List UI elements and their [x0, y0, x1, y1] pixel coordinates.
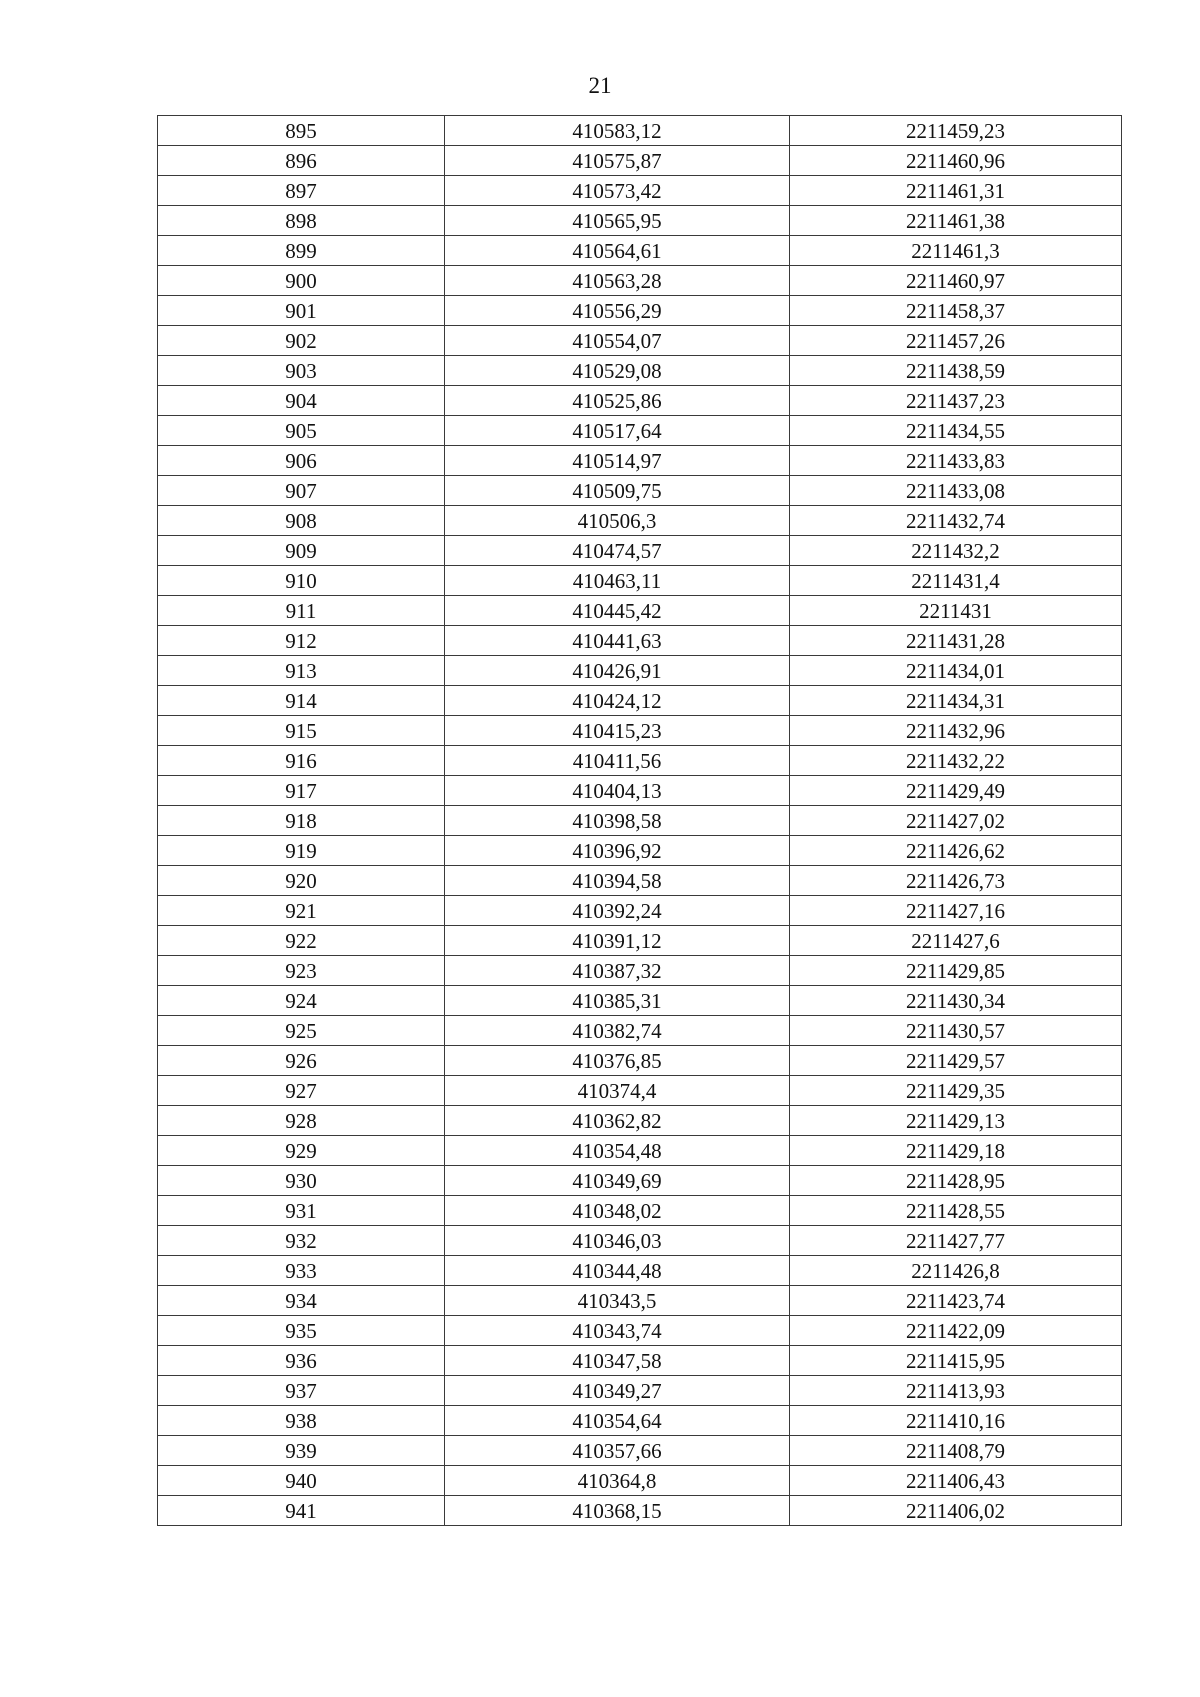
- point-number-cell: 937: [158, 1376, 445, 1406]
- table-row: [158, 1166, 1122, 1196]
- x-coordinate-cell: 410354,48: [445, 1136, 790, 1166]
- y-coordinate-cell: 2211428,95: [790, 1166, 1122, 1196]
- y-coordinate-cell: 2211423,74: [790, 1286, 1122, 1316]
- point-number-cell: 896: [158, 146, 445, 176]
- y-coordinate-cell: 2211430,57: [790, 1016, 1122, 1046]
- y-coordinate-cell: 2211460,96: [790, 146, 1122, 176]
- table-row: [158, 896, 1122, 926]
- y-coordinate-cell: 2211432,96: [790, 716, 1122, 746]
- x-coordinate-cell: 410424,12: [445, 686, 790, 716]
- y-coordinate-cell: 2211415,95: [790, 1346, 1122, 1376]
- y-coordinate-cell: 2211410,16: [790, 1406, 1122, 1436]
- x-coordinate-cell: 410374,4: [445, 1076, 790, 1106]
- table-row: [158, 986, 1122, 1016]
- x-coordinate-cell: 410514,97: [445, 446, 790, 476]
- table-row: [158, 146, 1122, 176]
- y-coordinate-cell: 2211406,02: [790, 1496, 1122, 1526]
- y-coordinate-cell: 2211429,18: [790, 1136, 1122, 1166]
- table-row: [158, 1256, 1122, 1286]
- table-row: [158, 416, 1122, 446]
- y-coordinate-cell: 2211427,16: [790, 896, 1122, 926]
- x-coordinate-cell: 410387,32: [445, 956, 790, 986]
- table-row: [158, 326, 1122, 356]
- point-number-cell: 917: [158, 776, 445, 806]
- y-coordinate-cell: 2211413,93: [790, 1376, 1122, 1406]
- table-row: [158, 266, 1122, 296]
- table-row: [158, 566, 1122, 596]
- point-number-cell: 905: [158, 416, 445, 446]
- x-coordinate-cell: 410426,91: [445, 656, 790, 686]
- point-number-cell: 926: [158, 1046, 445, 1076]
- table-row: [158, 1046, 1122, 1076]
- x-coordinate-cell: 410344,48: [445, 1256, 790, 1286]
- table-row: [158, 446, 1122, 476]
- y-coordinate-cell: 2211460,97: [790, 266, 1122, 296]
- point-number-cell: 922: [158, 926, 445, 956]
- point-number-cell: 904: [158, 386, 445, 416]
- point-number-cell: 910: [158, 566, 445, 596]
- point-number-cell: 918: [158, 806, 445, 836]
- point-number-cell: 908: [158, 506, 445, 536]
- point-number-cell: 924: [158, 986, 445, 1016]
- x-coordinate-cell: 410575,87: [445, 146, 790, 176]
- y-coordinate-cell: 2211422,09: [790, 1316, 1122, 1346]
- point-number-cell: 923: [158, 956, 445, 986]
- x-coordinate-cell: 410354,64: [445, 1406, 790, 1436]
- x-coordinate-cell: 410349,27: [445, 1376, 790, 1406]
- point-number-cell: 928: [158, 1106, 445, 1136]
- table-row: [158, 1136, 1122, 1166]
- point-number-cell: 939: [158, 1436, 445, 1466]
- table-row: [158, 1286, 1122, 1316]
- table-row: [158, 1406, 1122, 1436]
- point-number-cell: 931: [158, 1196, 445, 1226]
- point-number-cell: 933: [158, 1256, 445, 1286]
- table-row: [158, 386, 1122, 416]
- x-coordinate-cell: 410565,95: [445, 206, 790, 236]
- y-coordinate-cell: 2211431,28: [790, 626, 1122, 656]
- y-coordinate-cell: 2211429,57: [790, 1046, 1122, 1076]
- x-coordinate-cell: 410398,58: [445, 806, 790, 836]
- y-coordinate-cell: 2211426,62: [790, 836, 1122, 866]
- coordinates-table: [157, 115, 1122, 1526]
- y-coordinate-cell: 2211459,23: [790, 116, 1122, 146]
- x-coordinate-cell: 410349,69: [445, 1166, 790, 1196]
- x-coordinate-cell: 410583,12: [445, 116, 790, 146]
- y-coordinate-cell: 2211430,34: [790, 986, 1122, 1016]
- x-coordinate-cell: 410411,56: [445, 746, 790, 776]
- table-row: [158, 776, 1122, 806]
- point-number-cell: 914: [158, 686, 445, 716]
- table-row: [158, 806, 1122, 836]
- x-coordinate-cell: 410385,31: [445, 986, 790, 1016]
- y-coordinate-cell: 2211458,37: [790, 296, 1122, 326]
- table-row: [158, 1226, 1122, 1256]
- table-row: [158, 476, 1122, 506]
- point-number-cell: 941: [158, 1496, 445, 1526]
- x-coordinate-cell: 410554,07: [445, 326, 790, 356]
- point-number-cell: 895: [158, 116, 445, 146]
- y-coordinate-cell: 2211432,2: [790, 536, 1122, 566]
- y-coordinate-cell: 2211433,08: [790, 476, 1122, 506]
- y-coordinate-cell: 2211429,49: [790, 776, 1122, 806]
- table-row: [158, 116, 1122, 146]
- y-coordinate-cell: 2211434,31: [790, 686, 1122, 716]
- table-row: [158, 716, 1122, 746]
- point-number-cell: 911: [158, 596, 445, 626]
- point-number-cell: 935: [158, 1316, 445, 1346]
- table-row: [158, 1496, 1122, 1526]
- point-number-cell: 907: [158, 476, 445, 506]
- point-number-cell: 919: [158, 836, 445, 866]
- y-coordinate-cell: 2211426,73: [790, 866, 1122, 896]
- point-number-cell: 921: [158, 896, 445, 926]
- y-coordinate-cell: 2211461,38: [790, 206, 1122, 236]
- x-coordinate-cell: 410441,63: [445, 626, 790, 656]
- y-coordinate-cell: 2211428,55: [790, 1196, 1122, 1226]
- y-coordinate-cell: 2211426,8: [790, 1256, 1122, 1286]
- point-number-cell: 903: [158, 356, 445, 386]
- y-coordinate-cell: 2211433,83: [790, 446, 1122, 476]
- x-coordinate-cell: 410346,03: [445, 1226, 790, 1256]
- table-row: [158, 356, 1122, 386]
- x-coordinate-cell: 410445,42: [445, 596, 790, 626]
- table-row: [158, 1316, 1122, 1346]
- x-coordinate-cell: 410382,74: [445, 1016, 790, 1046]
- y-coordinate-cell: 2211461,31: [790, 176, 1122, 206]
- y-coordinate-cell: 2211427,02: [790, 806, 1122, 836]
- x-coordinate-cell: 410368,15: [445, 1496, 790, 1526]
- point-number-cell: 906: [158, 446, 445, 476]
- table-row: [158, 686, 1122, 716]
- x-coordinate-cell: 410415,23: [445, 716, 790, 746]
- table-row: [158, 1016, 1122, 1046]
- coordinates-table-body: [158, 116, 1122, 1526]
- point-number-cell: 900: [158, 266, 445, 296]
- y-coordinate-cell: 2211461,3: [790, 236, 1122, 266]
- table-row: [158, 296, 1122, 326]
- x-coordinate-cell: 410343,74: [445, 1316, 790, 1346]
- y-coordinate-cell: 2211434,01: [790, 656, 1122, 686]
- x-coordinate-cell: 410348,02: [445, 1196, 790, 1226]
- point-number-cell: 902: [158, 326, 445, 356]
- y-coordinate-cell: 2211427,6: [790, 926, 1122, 956]
- point-number-cell: 916: [158, 746, 445, 776]
- y-coordinate-cell: 2211406,43: [790, 1466, 1122, 1496]
- point-number-cell: 899: [158, 236, 445, 266]
- point-number-cell: 929: [158, 1136, 445, 1166]
- table-row: [158, 1076, 1122, 1106]
- table-row: [158, 536, 1122, 566]
- y-coordinate-cell: 2211431,4: [790, 566, 1122, 596]
- y-coordinate-cell: 2211429,35: [790, 1076, 1122, 1106]
- point-number-cell: 938: [158, 1406, 445, 1436]
- x-coordinate-cell: 410529,08: [445, 356, 790, 386]
- y-coordinate-cell: 2211457,26: [790, 326, 1122, 356]
- x-coordinate-cell: 410517,64: [445, 416, 790, 446]
- y-coordinate-cell: 2211408,79: [790, 1436, 1122, 1466]
- point-number-cell: 920: [158, 866, 445, 896]
- point-number-cell: 932: [158, 1226, 445, 1256]
- table-row: [158, 1466, 1122, 1496]
- point-number-cell: 897: [158, 176, 445, 206]
- x-coordinate-cell: 410525,86: [445, 386, 790, 416]
- table-row: [158, 506, 1122, 536]
- x-coordinate-cell: 410343,5: [445, 1286, 790, 1316]
- y-coordinate-cell: 2211429,85: [790, 956, 1122, 986]
- y-coordinate-cell: 2211437,23: [790, 386, 1122, 416]
- table-row: [158, 626, 1122, 656]
- x-coordinate-cell: 410564,61: [445, 236, 790, 266]
- x-coordinate-cell: 410376,85: [445, 1046, 790, 1076]
- table-row: [158, 1376, 1122, 1406]
- x-coordinate-cell: 410556,29: [445, 296, 790, 326]
- point-number-cell: 915: [158, 716, 445, 746]
- y-coordinate-cell: 2211429,13: [790, 1106, 1122, 1136]
- point-number-cell: 925: [158, 1016, 445, 1046]
- x-coordinate-cell: 410362,82: [445, 1106, 790, 1136]
- table-row: [158, 656, 1122, 686]
- x-coordinate-cell: 410391,12: [445, 926, 790, 956]
- x-coordinate-cell: 410404,13: [445, 776, 790, 806]
- x-coordinate-cell: 410364,8: [445, 1466, 790, 1496]
- table-row: [158, 926, 1122, 956]
- table-row: [158, 596, 1122, 626]
- x-coordinate-cell: 410392,24: [445, 896, 790, 926]
- table-row: [158, 1436, 1122, 1466]
- point-number-cell: 930: [158, 1166, 445, 1196]
- point-number-cell: 936: [158, 1346, 445, 1376]
- table-row: [158, 866, 1122, 896]
- x-coordinate-cell: 410474,57: [445, 536, 790, 566]
- point-number-cell: 912: [158, 626, 445, 656]
- point-number-cell: 901: [158, 296, 445, 326]
- y-coordinate-cell: 2211434,55: [790, 416, 1122, 446]
- x-coordinate-cell: 410357,66: [445, 1436, 790, 1466]
- table-row: [158, 1346, 1122, 1376]
- y-coordinate-cell: 2211438,59: [790, 356, 1122, 386]
- y-coordinate-cell: 2211432,74: [790, 506, 1122, 536]
- page-number: 21: [588, 73, 612, 98]
- x-coordinate-cell: 410509,75: [445, 476, 790, 506]
- x-coordinate-cell: 410506,3: [445, 506, 790, 536]
- x-coordinate-cell: 410396,92: [445, 836, 790, 866]
- point-number-cell: 927: [158, 1076, 445, 1106]
- table-row: [158, 236, 1122, 266]
- table-row: [158, 176, 1122, 206]
- x-coordinate-cell: 410347,58: [445, 1346, 790, 1376]
- table-row: [158, 206, 1122, 236]
- y-coordinate-cell: 2211431: [790, 596, 1122, 626]
- x-coordinate-cell: 410394,58: [445, 866, 790, 896]
- point-number-cell: 934: [158, 1286, 445, 1316]
- table-row: [158, 746, 1122, 776]
- x-coordinate-cell: 410573,42: [445, 176, 790, 206]
- table-row: [158, 1196, 1122, 1226]
- table-row: [158, 1106, 1122, 1136]
- y-coordinate-cell: 2211432,22: [790, 746, 1122, 776]
- table-row: [158, 836, 1122, 866]
- point-number-cell: 940: [158, 1466, 445, 1496]
- point-number-cell: 913: [158, 656, 445, 686]
- point-number-cell: 909: [158, 536, 445, 566]
- table-row: [158, 956, 1122, 986]
- y-coordinate-cell: 2211427,77: [790, 1226, 1122, 1256]
- x-coordinate-cell: 410563,28: [445, 266, 790, 296]
- x-coordinate-cell: 410463,11: [445, 566, 790, 596]
- point-number-cell: 898: [158, 206, 445, 236]
